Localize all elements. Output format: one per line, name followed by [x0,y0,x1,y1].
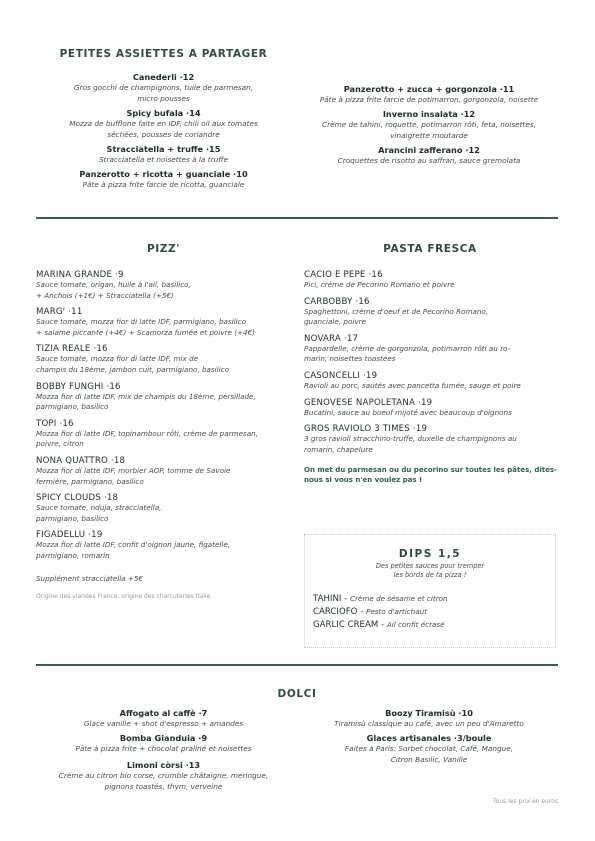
dips-list [305,594,555,630]
item-name: Bomba Gianduia ·9 [119,733,208,743]
dip-name: CARCIOFO [313,607,358,617]
item-name: Glaces artisanales ·3/boule [366,733,492,743]
menu-item [36,733,291,754]
item-desc: parmigiano, basilico [36,513,109,523]
item-desc: Crème de tahini, roquette, potimarron rôti, feta, noisettes, [321,120,536,129]
dips-box [304,534,556,648]
item-name: Arancini zafferano ·12 [378,145,480,155]
item-desc: Faites à Paris: Sorbet chocolat, Café, Mangue, [344,744,514,753]
item-name: Stracciatella + truffe ·15 [106,144,221,154]
item-desc: vinaigrette moutarde [390,131,468,140]
dips-subtitle: Des petites sauces pour tremper [375,562,485,570]
item-desc: parmigiano, basilico [36,402,109,412]
dolci-right-column [300,704,558,765]
menu-item [36,307,298,338]
section-divider [36,664,558,666]
item-desc: pignons toastés, thym, verveine [104,782,223,791]
dip-desc: Ail confit écrasé [386,620,445,629]
item-name: MARINA GRANDE ·9 [36,270,124,280]
item-desc: + Anchois (+1€) + Stracciatella (+5€) [36,290,174,300]
item-name: CASONCELLI ·19 [304,370,378,381]
dip-item [313,607,555,617]
item-desc: micro pousses [137,94,190,103]
note-line: nous si vous n'en voulez pas ! [304,476,423,485]
menu-item [36,456,298,487]
menu-item [300,733,558,765]
item-desc: séchées, pousses de coriandre [107,130,220,139]
item-name: MARG' ·11 [36,307,83,318]
item-desc: Mozza fior di latte IDF, topinambour rôti, crème de parmesan, [36,428,259,438]
item-desc: Sauce tomate, nduja, stracciatella, [36,503,162,513]
item-name: SPICY CLOUDS ·18 [36,493,119,504]
pizza-title: PIZZ' [146,243,181,255]
item-desc: Pâte à pizza frite farcie de potimarron, gorgonzola, noisette [319,95,539,104]
item-desc: Bucatini, sauce au boeuf mijoté avec beaucoup d'oignons [304,407,512,417]
item-desc: romarin, chapelure [304,444,373,454]
menu-item [300,145,558,166]
item-desc: Glace vanille + shot d'espresso + amandes [83,719,244,728]
menu-item [304,398,558,419]
dip-name: TAHINI [313,594,342,604]
item-name: NOVARA ·17 [304,333,359,344]
menu-item [36,760,291,792]
origin-note: Origine des viandes France, origine des charcuteries Italie [36,593,211,601]
petites-left-column [36,68,291,190]
section-divider [36,217,558,219]
item-desc: fermière, parmigiano, basilico [36,476,144,486]
item-desc: Sauce tomate, origan, huile à l'ail, basilico, [36,280,191,289]
item-desc: Crème au citron bio corse, crumble châtaigne, meringue, [58,771,269,780]
footer-prices-note: Tous les prix en euros [493,798,558,805]
item-desc: Sauce tomate, mozza fior di latte IDF, mix de [36,354,199,364]
menu-item [36,382,298,413]
dolci-title: DOLCI [277,688,317,700]
item-name: Limoni còrsi ·13 [126,760,201,770]
menu-item [36,72,291,104]
item-desc: + salame piccante (+4€) + Scamorza fumée et poivre (+4€) [36,327,256,337]
item-desc: Pappardelle, crème de gorgonzola, potimarron rôti au ro- [304,343,511,353]
item-name: CACIO E PEPE ·16 [304,270,383,280]
item-desc: Gros gocchi de champignons, tuile de parmesan, [73,83,254,92]
item-name: GENOVESE NAPOLETANA ·19 [304,397,433,408]
item-name: Spicy bufala ·14 [126,108,201,118]
item-desc: Mozza de bufflone faite en IDF, chili oil aux tomates [69,119,258,128]
item-name: GROS RAVIOLO 3 TIMES ·19 [304,424,428,435]
item-name: TOPI ·16 [36,418,74,429]
dip-separator: - [378,620,387,630]
item-desc: Croquettes de risotto au saffran, sauce gremolata [337,156,521,165]
menu-item [36,419,298,450]
dip-item [313,620,555,630]
menu-item [36,108,291,140]
dolci-left-column [36,704,291,792]
pasta-cheese-note [304,465,558,485]
menu-item [304,334,558,365]
item-desc: champis du 18ème, jambon cuit, parmigiano, basilico [36,364,230,374]
item-desc: 3 gros ravioli stracchino-truffe, duxelle de champignons au [304,434,517,444]
dip-separator: - [357,607,367,617]
dips-title: DIPS 1,5 [398,548,462,560]
menu-item [304,371,558,392]
item-name: NONA QUATTRO ·18 [36,455,126,466]
item-desc: Citron Basilic, Vanille [390,755,468,764]
item-desc: Pâte à pizza frite farcie de ricotta, guanciale [82,180,245,189]
menu-item [304,270,558,291]
pizza-column [36,264,298,600]
item-name: Affogato al caffè ·7 [119,708,208,718]
menu-item [304,297,558,328]
item-name: Inverno insalata ·12 [382,109,476,119]
menu-item [300,109,558,141]
item-name: Boozy Tiramisù ·10 [385,708,473,718]
item-desc: Mozza fior di latte IDF, confit d'oignon jaune, figatelle, [36,540,231,550]
item-desc: Pâte à pizza frite + chocolat praliné et noisettes [75,744,252,753]
menu-item [36,344,298,375]
item-desc: Tiramisù classique au café, avec un peu d'Amaretto [334,719,524,728]
menu-item [304,424,558,455]
item-desc: guanciale, poivre [304,317,367,327]
petites-title: PETITES ASSIETTES A PARTAGER [59,48,268,60]
item-desc: Mozza fior di latte IDF, mix de champis du 18ème, persillade, [36,391,256,401]
item-desc: poivre, citron [36,439,84,449]
menu-item [300,708,558,729]
item-name: CARBOBBY ·16 [304,296,370,307]
item-desc: Sauce tomate, mozza fior di latte IDF, parmigiano, basilico [36,317,247,327]
dip-name: GARLIC CREAM [313,620,379,630]
menu-item [36,530,298,561]
dip-item [313,594,555,604]
item-name: TIZIA REALE ·16 [36,344,108,355]
petites-right-column [300,80,558,166]
menu-item [36,169,291,190]
item-name: Canederli ·12 [132,72,195,82]
item-desc: marin, noisettes toastées [304,354,396,364]
menu-item [36,144,291,165]
item-desc: Ravioli au porc, sautés avec pancetta fumée, sauge et poire [304,380,521,390]
menu-item [36,270,298,301]
item-name: Panzerotto + zucca + gorgonzola ·11 [343,84,515,94]
item-desc: parmigiano, romarin [36,550,110,560]
dip-desc: Pesto d'artichaut [366,607,428,616]
menu-item [36,708,291,729]
menu-item [300,84,558,105]
dip-desc: Crème de sésame et citron [350,594,448,603]
item-desc: Mozza fior di latte IDF, morbier AOP, tomme de Savoie [36,465,231,475]
item-name: FIGADELLU ·19 [36,530,103,541]
pasta-title: PASTA FRESCA [383,243,477,255]
item-desc: Pici, crème de Pecorino Romano et poivre [304,280,455,289]
dips-subtitle: les bords de ta pizza ! [393,571,467,579]
item-name: Panzerotto + ricotta + guanciale ·10 [79,169,248,179]
menu-item [36,493,298,524]
note-line: On met du parmesan ou du pecorino sur toutes les pâtes, dites- [304,466,557,475]
item-desc: Stracciatella et noisettes à la truffe [99,155,228,164]
pizza-supplement: Supplément stracciatella +5€ [36,573,144,583]
item-desc: Spaghettoni, crème d'oeuf et de Pecorino Romano, [304,306,489,316]
item-name: BOBBY FUNGHI ·16 [36,381,121,392]
pasta-column [304,264,558,485]
dip-separator: - [341,594,350,604]
